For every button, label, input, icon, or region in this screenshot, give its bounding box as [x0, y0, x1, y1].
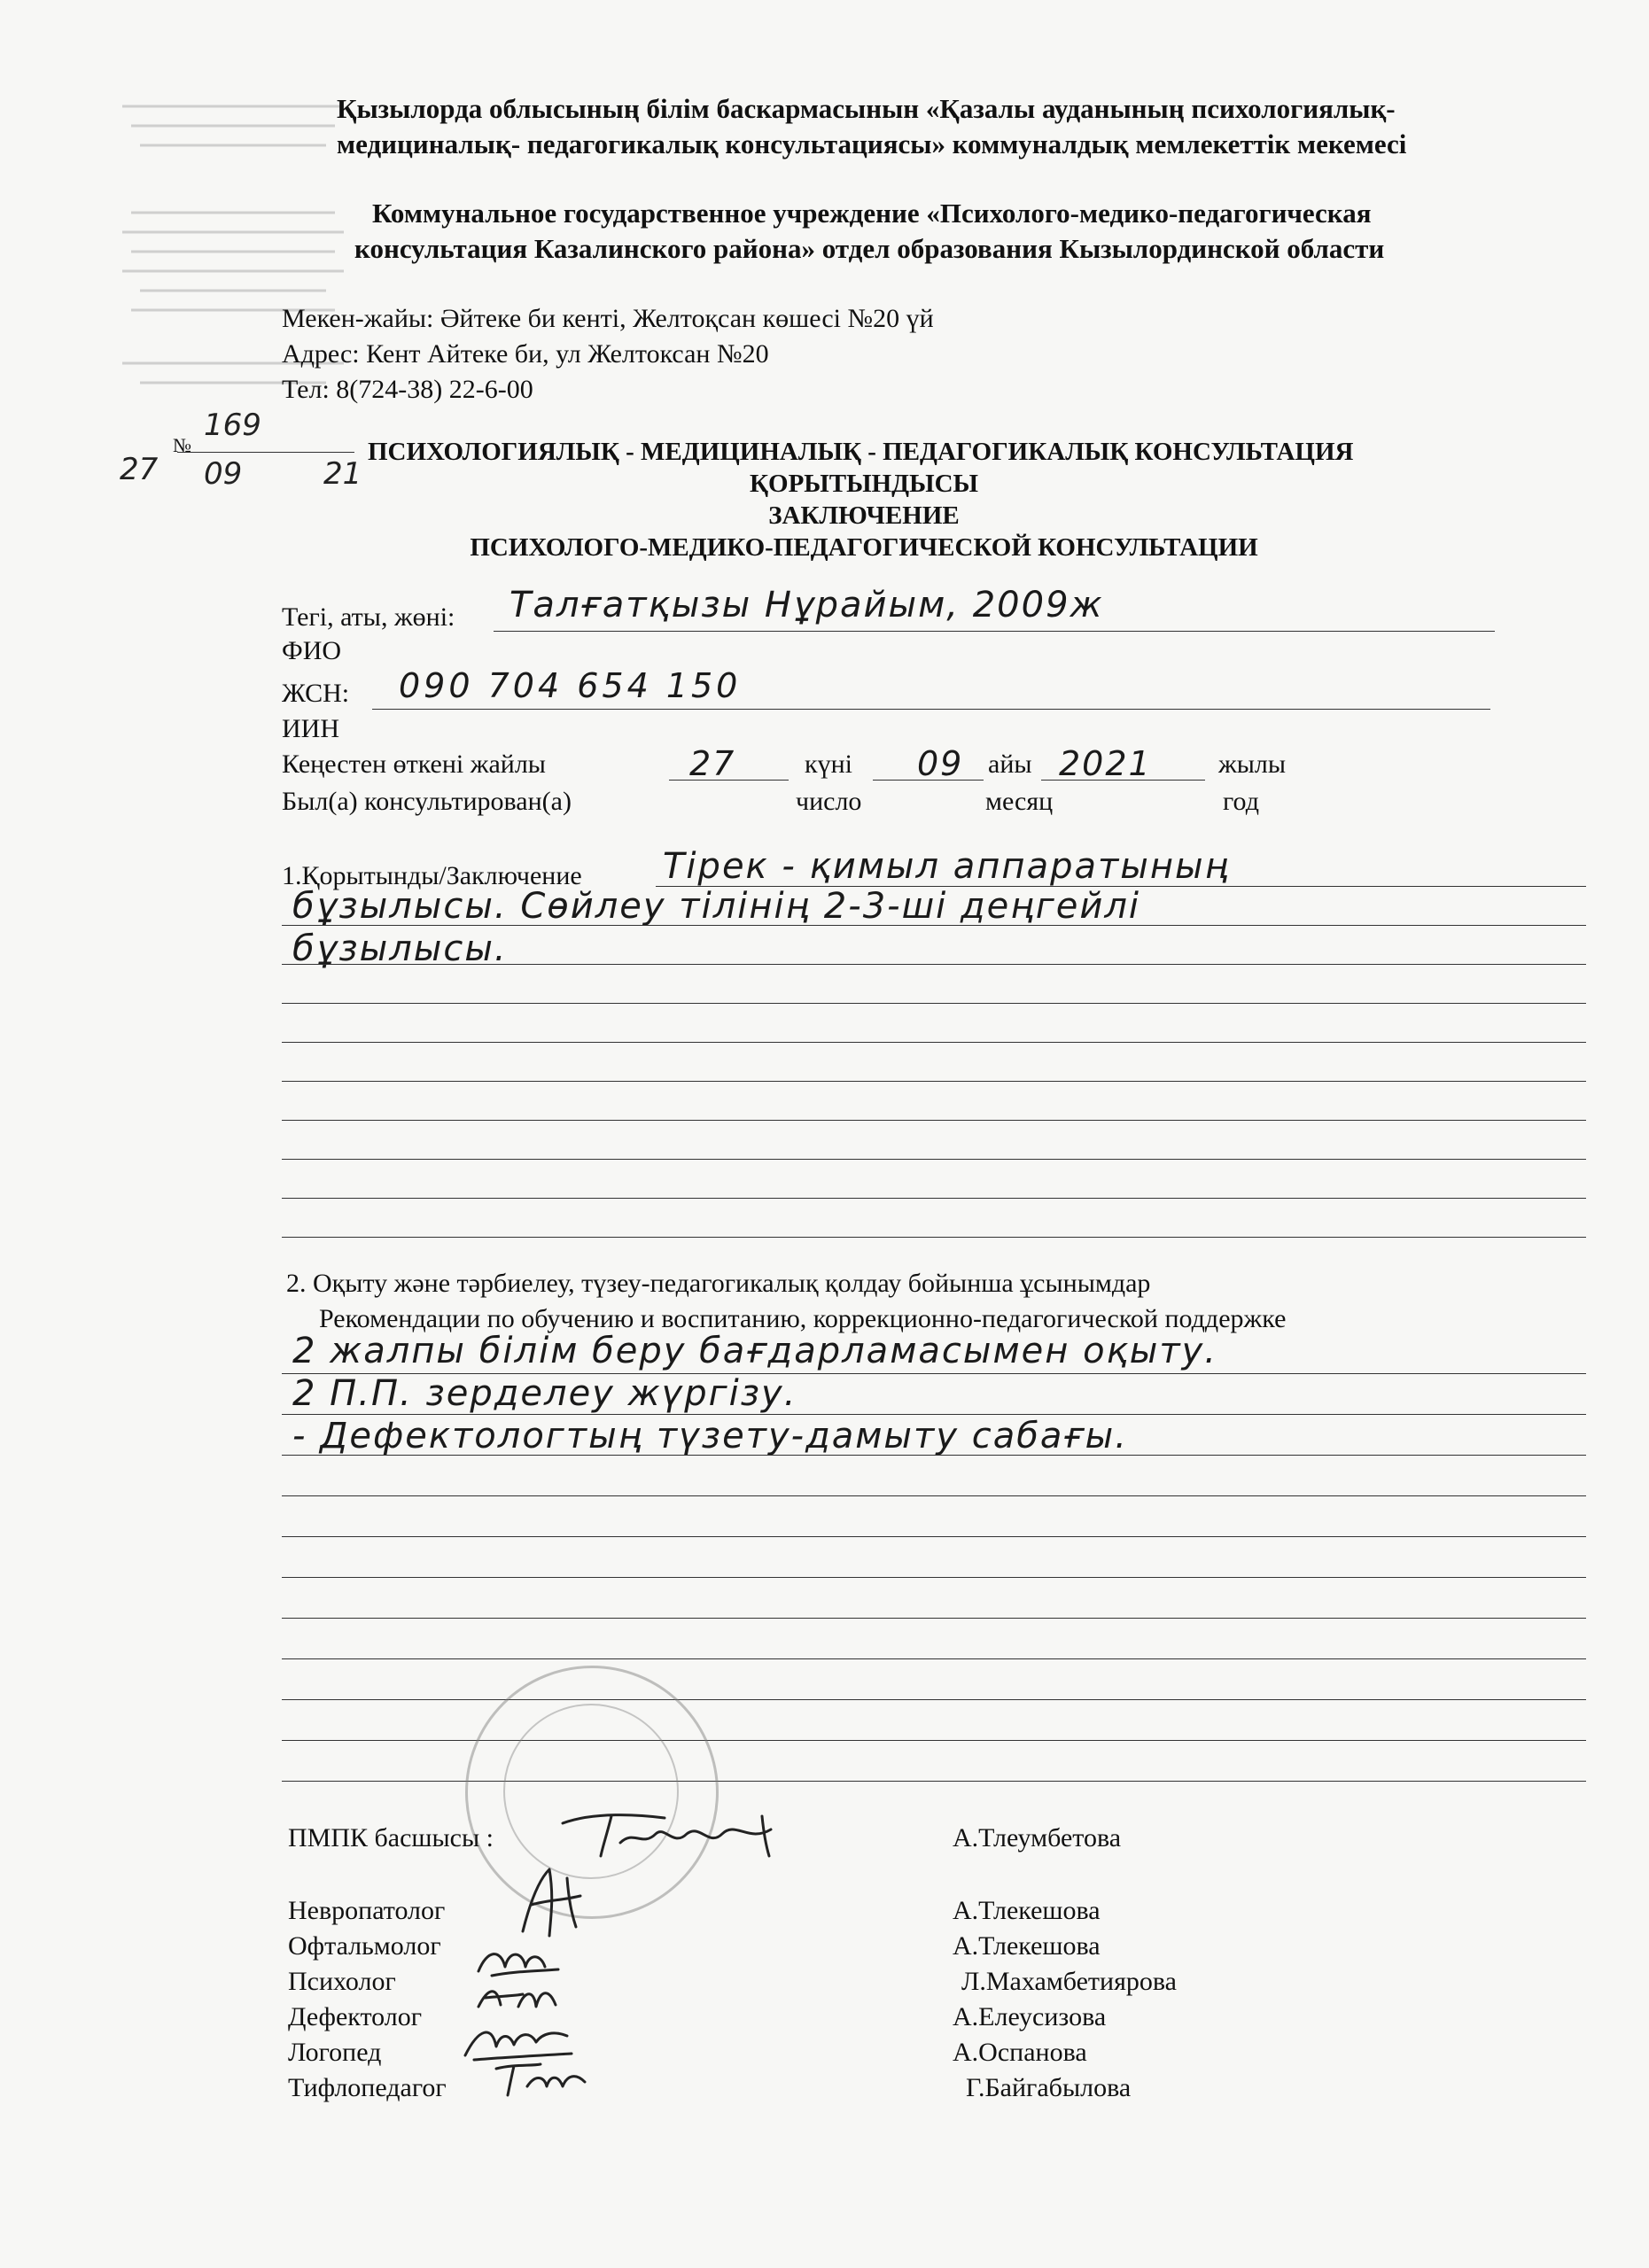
name-label-kz: Тегі, аты, жөні:: [282, 602, 455, 632]
year-value: 2021: [1059, 744, 1152, 783]
header-kz-line2: медициналық- педагогикалық консультациясы» коммуналдық мемлекеттік мекемесі: [337, 128, 1407, 159]
signature-name-tiflo: Г.Байгабылова: [966, 2073, 1132, 2102]
iin-rule: [372, 709, 1490, 710]
registration-day: 27: [120, 452, 159, 487]
signature-defect: [474, 1980, 563, 2016]
signature-role-psych: Психолог: [288, 1967, 396, 1996]
day-label-kz: күні: [805, 750, 852, 779]
signature-name-neuro: А.Тлекешова: [953, 1896, 1101, 1925]
registration-no-label: №: [173, 434, 191, 456]
recommendation-line2: 2 П.П. зерделеу жүргізу.: [292, 1373, 797, 1414]
recommendation-line1: 2 жалпы білім беру бағдарламасымен оқыту.: [292, 1331, 1218, 1371]
signature-name-ophth: А.Тлекешова: [953, 1931, 1101, 1961]
name-rule: [494, 631, 1495, 632]
iin-value: 090 704 654 150: [399, 666, 742, 705]
signature-role-head: ПМПК басшысы :: [288, 1823, 494, 1852]
registration-month: 09: [204, 456, 243, 492]
signature-head: [558, 1807, 789, 1860]
signature-psych: [474, 1945, 563, 1980]
signature-role-defect: Дефектолог: [288, 2002, 423, 2031]
conclusion-line3: бұзылысы.: [292, 928, 508, 969]
name-value: Талғатқызы Нұрайым, 2009ж: [509, 585, 1104, 625]
signature-name-defect: А.Елеусизова: [953, 2002, 1107, 2031]
name-label-ru: ФИО: [282, 636, 342, 665]
month-label-ru: месяц: [985, 787, 1054, 816]
signature-tiflo: [492, 2055, 589, 2100]
registration-year: 21: [323, 456, 362, 492]
recommendations-label-ru: Рекомендации по обучению и воспитанию, коррекционно-педагогической поддержке: [319, 1304, 1287, 1333]
signature-name-head: А.Тлеумбетова: [953, 1823, 1122, 1852]
signature-role-ophth: Офтальмолог: [288, 1931, 441, 1961]
month-label-kz: айы: [988, 750, 1032, 779]
iin-label-kz: ЖСН:: [282, 679, 350, 708]
header-kz-line1: Қызылорда облысының білім баскармасынын «Қазалы ауданының психологиялық-: [337, 93, 1396, 124]
recommendation-line3: - Дефектологтың түзету-дамыту сабағы.: [292, 1416, 1128, 1456]
address-ru: Адрес: Кент Айтеке би, ул Желтоксан №20: [282, 339, 769, 369]
conclusion-label: 1.Қорытынды/Заключение: [282, 861, 582, 890]
registration-number: 169: [204, 408, 261, 443]
date-label-kz: Кеңестен өткені жайлы: [282, 750, 546, 779]
year-label-kz: жылы: [1218, 750, 1287, 779]
iin-label-ru: ИИН: [282, 714, 339, 743]
header-ru-line1: Коммунальное государственное учреждение «Психолого-медико-педагогическая: [372, 198, 1372, 229]
signature-role-neuro: Невропатолог: [288, 1896, 446, 1925]
header-ru-line2: консультация Казалинского района» отдел образования Кызылординской области: [354, 233, 1385, 264]
title-kz-line2: ҚОРЫТЫНДЫСЫ: [750, 470, 978, 498]
address-kz: Мекен-жайы: Әйтеке би кенті, Желтоқсан көшесі №20 үй: [282, 304, 934, 333]
recommendations-label-kz: 2. Оқыту және тәрбиелеу, түзеу-педагогикалық қолдау бойынша ұсынымдар: [286, 1269, 1151, 1298]
signature-neuro: [514, 1860, 594, 1940]
date-label-ru: Был(а) консультирован(а): [282, 787, 572, 816]
signature-name-psych: Л.Махамбетиярова: [961, 1967, 1177, 1996]
registration-number-rule: [177, 452, 354, 453]
address-phone: Тел: 8(724-38) 22-6-00: [282, 375, 533, 404]
signature-role-logoped: Логопед: [288, 2038, 382, 2067]
day-label-ru: число: [796, 787, 862, 816]
signature-role-tiflo: Тифлопедагог: [288, 2073, 447, 2102]
title-ru-line2: ПСИХОЛОГО-МЕДИКО-ПЕДАГОГИЧЕСКОЙ КОНСУЛЬТАЦИИ: [470, 533, 1258, 562]
month-value: 09: [917, 744, 964, 783]
conclusion-line2: бұзылысы. Сөйлеу тілінің 2-3-ші деңгейлі: [292, 886, 1140, 927]
conclusion-line1: Тірек - қимыл аппаратының: [663, 846, 1231, 887]
title-kz-line1: ПСИХОЛОГИЯЛЫҚ - МЕДИЦИНАЛЫҚ - ПЕДАГОГИКАЛЫҚ КОНСУЛЬТАЦИЯ: [368, 438, 1354, 466]
title-ru-line1: ЗАКЛЮЧЕНИЕ: [768, 501, 960, 530]
signature-name-logoped: А.Оспанова: [953, 2038, 1087, 2067]
day-value: 27: [689, 744, 736, 783]
year-label-ru: год: [1223, 787, 1259, 816]
